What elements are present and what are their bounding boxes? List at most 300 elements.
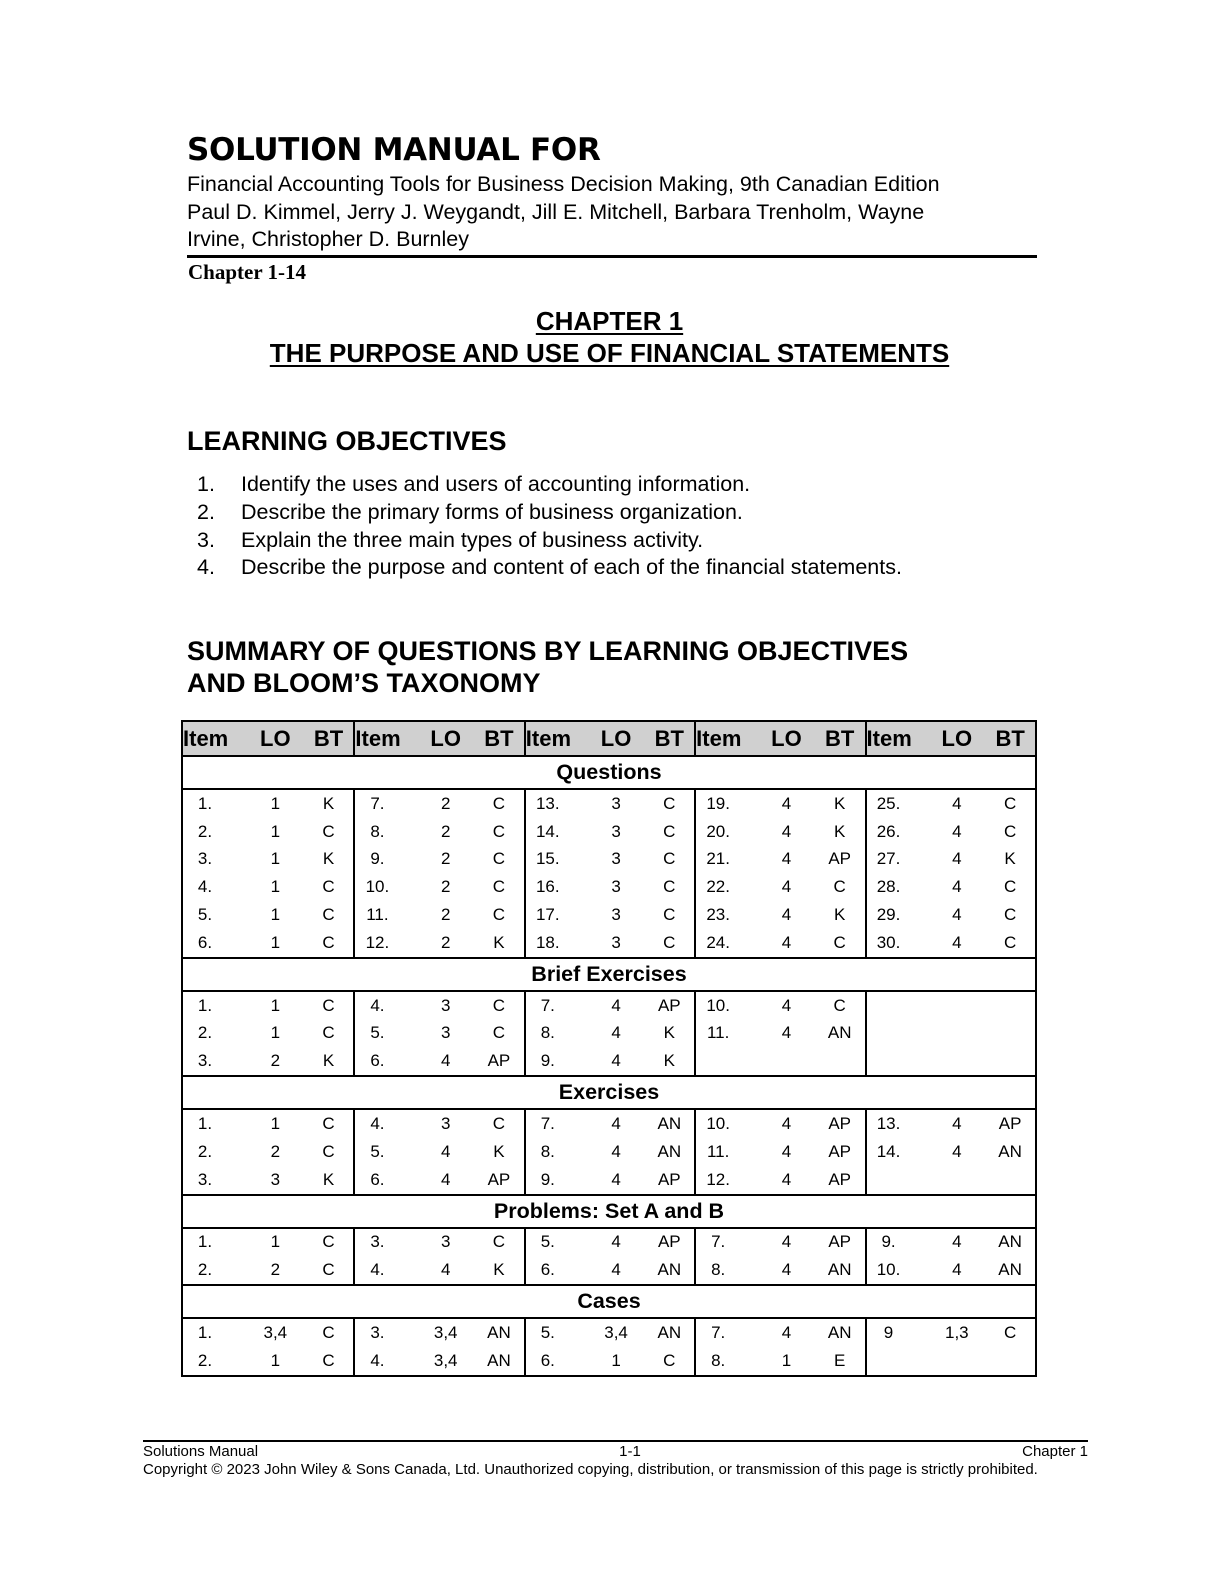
- item-cell: [695, 789, 758, 818]
- lo-cell: 2: [440, 793, 451, 813]
- item-number: 6.: [370, 1051, 385, 1071]
- bt-cell: [815, 1047, 866, 1076]
- lo-cell: 3: [440, 995, 451, 1015]
- item-number: 1.: [197, 793, 213, 813]
- item-number: 4.: [370, 1260, 385, 1280]
- table-header-row: [182, 721, 1036, 756]
- section-title: Exercises: [182, 1076, 1036, 1109]
- item-number: 6.: [540, 1260, 555, 1280]
- bt-cell: C: [322, 1023, 335, 1043]
- lo-cell: 4: [952, 877, 962, 897]
- bt-cell: C: [492, 995, 506, 1015]
- item-cell: [866, 1166, 929, 1195]
- bt-cell: C: [322, 1114, 335, 1134]
- lo-cell: 3: [440, 1232, 451, 1252]
- bt-cell: AP: [644, 1166, 695, 1195]
- bt-cell: C: [492, 793, 506, 813]
- lo-cell: 3: [440, 1114, 451, 1134]
- lo-cell: 1: [270, 821, 281, 841]
- item-number: 6.: [540, 1350, 555, 1370]
- item-number: 27.: [876, 849, 901, 869]
- lo-cell: 1: [247, 1347, 304, 1376]
- summary-heading: [187, 635, 1027, 699]
- item-number: 1.: [197, 1114, 213, 1134]
- section-title: Cases: [182, 1285, 1036, 1318]
- bt-cell: K: [304, 1166, 355, 1195]
- column-header: BT: [985, 721, 1036, 756]
- item-cell: [182, 1347, 247, 1376]
- item-number: 11.: [366, 905, 389, 925]
- item-cell: [866, 1020, 929, 1048]
- bt-cell: C: [833, 995, 846, 1015]
- bt-cell: C: [322, 1232, 335, 1252]
- bt-cell: C: [833, 877, 846, 897]
- lo-cell: 3: [247, 1166, 304, 1195]
- lo-cell: 4: [928, 929, 985, 958]
- lo-cell: 4: [588, 1256, 645, 1285]
- list-item-text: Identify the uses and users of accounting information.: [241, 472, 751, 496]
- bt-cell: C: [492, 1023, 506, 1043]
- bt-cell: AP: [828, 1232, 852, 1252]
- item-number: 7.: [540, 995, 555, 1015]
- lo-cell: 1: [270, 877, 281, 897]
- lo-cell: 4: [417, 1047, 474, 1076]
- table-row: [182, 846, 1036, 874]
- bt-cell: AP: [474, 1166, 525, 1195]
- table-row: [182, 1347, 1036, 1376]
- table-row: [182, 1047, 1036, 1076]
- bt-cell: AP: [828, 1141, 852, 1161]
- bt-cell: K: [644, 1047, 695, 1076]
- bt-cell: C: [322, 905, 335, 925]
- bt-cell: E: [815, 1347, 866, 1376]
- item-cell: [866, 1318, 929, 1347]
- bt-cell: AP: [815, 1166, 866, 1195]
- section-title: Brief Exercises: [182, 958, 1036, 991]
- bt-cell: C: [322, 995, 335, 1015]
- item-number: 3.: [197, 1051, 213, 1071]
- item-number: 29.: [876, 905, 901, 925]
- section-row: [182, 1076, 1036, 1109]
- item-cell: [695, 1138, 758, 1166]
- item-cell: [525, 1318, 588, 1347]
- item-cell: [525, 1138, 588, 1166]
- column-header: LO: [247, 721, 304, 756]
- lo-cell: 1: [270, 995, 281, 1015]
- item-number: 9: [883, 1323, 894, 1343]
- item-number: 20.: [706, 821, 730, 841]
- item-number: 2.: [197, 1350, 213, 1370]
- book-info: [187, 171, 1047, 254]
- item-number: 1.: [197, 1232, 213, 1252]
- bt-cell: AN: [657, 1141, 682, 1161]
- bt-cell: C: [644, 929, 695, 958]
- lo-cell: 4: [611, 1232, 621, 1252]
- lo-cell: 3: [440, 1023, 451, 1043]
- lo-cell: 4: [952, 821, 962, 841]
- item-number: 19.: [706, 793, 730, 813]
- item-number: 5.: [370, 1023, 385, 1043]
- item-number: 4.: [370, 995, 385, 1015]
- authors-line: Irvine, Christopher D. Burnley: [187, 227, 469, 251]
- item-number: 8.: [540, 1023, 555, 1043]
- item-cell: [866, 991, 929, 1020]
- item-number: 5.: [540, 1323, 555, 1343]
- bt-cell: C: [322, 1323, 335, 1343]
- item-number: 14.: [876, 1141, 901, 1161]
- item-number: 13.: [535, 793, 560, 813]
- lo-cell: 1: [588, 1347, 645, 1376]
- bt-cell: [985, 1020, 1036, 1048]
- bt-cell: K: [834, 905, 846, 925]
- item-cell: [866, 1047, 929, 1076]
- item-cell: [182, 991, 247, 1020]
- item-number: 10.: [706, 995, 730, 1015]
- bt-cell: C: [663, 905, 676, 925]
- item-cell: [354, 901, 417, 929]
- lo-cell: 4: [952, 1141, 962, 1161]
- bt-cell: C: [492, 1232, 506, 1252]
- item-cell: [182, 789, 247, 818]
- lo-cell: 4: [781, 821, 792, 841]
- list-item-number: 3.: [197, 527, 215, 552]
- lo-cell: 2: [417, 929, 474, 958]
- lo-cell: [928, 1347, 985, 1376]
- item-cell: [354, 818, 417, 846]
- bt-cell: K: [493, 1141, 505, 1161]
- item-cell: [354, 1020, 417, 1048]
- lo-cell: 2: [440, 905, 451, 925]
- table-row: [182, 873, 1036, 901]
- bt-cell: C: [304, 1347, 355, 1376]
- table-row: [182, 1109, 1036, 1138]
- item-number: 30.: [876, 932, 901, 952]
- bt-cell: K: [985, 846, 1036, 874]
- item-cell: [354, 1166, 417, 1195]
- item-cell: [695, 991, 758, 1020]
- item-cell: [695, 1347, 758, 1376]
- lo-cell: 3,4: [433, 1323, 458, 1343]
- item-number: 11.: [706, 1141, 730, 1161]
- item-cell: [525, 789, 588, 818]
- lo-cell: 4: [417, 1256, 474, 1285]
- item-number: 2.: [197, 1023, 213, 1043]
- item-cell: [182, 1228, 247, 1257]
- bt-cell: AP: [828, 849, 852, 869]
- column-header: LO: [417, 721, 474, 756]
- item-number: 2.: [197, 1141, 213, 1161]
- item-number: 8.: [540, 1141, 555, 1161]
- item-number: 12.: [365, 932, 390, 952]
- item-cell: [354, 1047, 417, 1076]
- lo-cell: 1: [270, 1232, 281, 1252]
- item-number: 21.: [706, 849, 730, 869]
- lo-cell: 3,4: [417, 1347, 474, 1376]
- item-cell: [182, 901, 247, 929]
- column-header: BT: [474, 721, 525, 756]
- bt-cell: AN: [985, 1256, 1036, 1285]
- bt-cell: K: [322, 849, 335, 869]
- bt-cell: AN: [827, 1323, 852, 1343]
- item-cell: [182, 1166, 247, 1195]
- item-number: 4.: [370, 1350, 385, 1370]
- lo-cell: 1: [270, 793, 281, 813]
- lo-cell: 2: [247, 1047, 304, 1076]
- item-number: 5.: [370, 1141, 385, 1161]
- list-item-text: Explain the three main types of business activity.: [241, 527, 704, 552]
- bt-cell: K: [834, 821, 846, 841]
- lo-cell: 4: [611, 1023, 621, 1043]
- table-row: [182, 1020, 1036, 1048]
- section-row: [182, 958, 1036, 991]
- column-header: BT: [815, 721, 866, 756]
- item-number: 6.: [370, 1169, 385, 1189]
- section-title: Problems: Set A and B: [182, 1195, 1036, 1228]
- column-header: Item: [354, 721, 417, 756]
- footer-divider: [143, 1440, 1088, 1442]
- lo-cell: 4: [611, 995, 621, 1015]
- column-header: LO: [588, 721, 645, 756]
- item-number: 12.: [706, 1169, 730, 1189]
- lo-cell: 4: [781, 1114, 792, 1134]
- lo-cell: 1: [758, 1347, 815, 1376]
- item-number: 10.: [706, 1114, 730, 1134]
- bt-cell: K: [663, 1023, 675, 1043]
- bt-cell: AP: [657, 1232, 681, 1252]
- item-number: 7.: [711, 1323, 726, 1343]
- item-cell: [354, 929, 417, 958]
- table-row: [182, 789, 1036, 818]
- item-cell: [695, 901, 758, 929]
- list-item: [197, 471, 1017, 499]
- bt-cell: C: [663, 877, 676, 897]
- copyright-notice: Copyright © 2023 John Wiley & Sons Canada, Ltd. Unauthorized copying, distribution, or transmission of this page is strictly prohibited.: [143, 1461, 1038, 1478]
- bt-cell: [985, 1347, 1036, 1376]
- item-cell: [866, 789, 929, 818]
- lo-cell: 3: [611, 793, 621, 813]
- item-cell: [354, 1228, 417, 1257]
- item-cell: [354, 1318, 417, 1347]
- item-cell: [695, 1109, 758, 1138]
- bt-cell: K: [474, 1256, 525, 1285]
- item-number: 3.: [197, 849, 213, 869]
- item-number: 25.: [876, 793, 901, 813]
- page-number: 1-1: [619, 1443, 641, 1460]
- item-number: 7.: [711, 1232, 726, 1252]
- lo-cell: 4: [781, 793, 792, 813]
- item-cell: [182, 1256, 247, 1285]
- item-cell: [354, 1347, 417, 1376]
- bt-cell: AN: [815, 1256, 866, 1285]
- item-number: 10.: [365, 877, 390, 897]
- lo-cell: 4: [781, 995, 792, 1015]
- item-number: 26.: [876, 821, 901, 841]
- bt-cell: [985, 1047, 1036, 1076]
- lo-cell: 2: [440, 877, 451, 897]
- item-number: 9.: [540, 1051, 555, 1071]
- item-number: 9.: [370, 849, 385, 869]
- lo-cell: 3: [611, 905, 621, 925]
- table-row: [182, 929, 1036, 958]
- item-cell: [695, 1020, 758, 1048]
- list-item: [197, 499, 1017, 527]
- lo-cell: 3,4: [263, 1323, 288, 1343]
- table-row: [182, 1228, 1036, 1257]
- item-cell: [866, 1138, 929, 1166]
- bt-cell: C: [663, 849, 676, 869]
- lo-cell: 4: [781, 1232, 792, 1252]
- item-cell: [695, 1047, 758, 1076]
- item-cell: [866, 1228, 929, 1257]
- section-row: [182, 756, 1036, 789]
- item-number: 28.: [876, 877, 901, 897]
- item-cell: [695, 846, 758, 874]
- summary-heading-line: AND BLOOM’S TAXONOMY: [187, 668, 541, 698]
- bt-cell: AN: [985, 1228, 1036, 1257]
- learning-objectives-list: [197, 471, 1017, 582]
- chapter-heading: [187, 305, 1032, 369]
- item-cell: [182, 929, 247, 958]
- lo-cell: 4: [417, 1166, 474, 1195]
- table-row: [182, 1166, 1036, 1195]
- list-item-number: 1.: [197, 472, 215, 496]
- item-cell: [182, 1020, 247, 1048]
- lo-cell: [928, 1166, 985, 1195]
- item-cell: [354, 991, 417, 1020]
- item-number: 7.: [540, 1114, 555, 1134]
- item-cell: [182, 1047, 247, 1076]
- header-divider: [187, 255, 1037, 258]
- item-cell: [525, 873, 588, 901]
- list-item: [197, 554, 1017, 582]
- column-header: Item: [695, 721, 758, 756]
- item-cell: [866, 846, 929, 874]
- bt-cell: C: [322, 1141, 335, 1161]
- item-number: 4.: [197, 877, 213, 897]
- item-number: 14.: [535, 821, 560, 841]
- item-cell: [525, 1109, 588, 1138]
- item-cell: [354, 846, 417, 874]
- lo-cell: 4: [781, 849, 792, 869]
- bt-cell: AN: [827, 1023, 852, 1043]
- bt-cell: C: [985, 818, 1036, 846]
- item-number: 7.: [370, 793, 385, 813]
- lo-cell: 3: [611, 877, 621, 897]
- item-number: 17.: [535, 905, 560, 925]
- lo-cell: 4: [611, 1141, 621, 1161]
- bt-cell: C: [322, 877, 335, 897]
- bt-cell: AN: [644, 1256, 695, 1285]
- lo-cell: 4: [781, 1023, 792, 1043]
- bt-cell: C: [492, 905, 506, 925]
- item-number: 18.: [535, 932, 560, 952]
- footer-left: Solutions Manual: [143, 1443, 259, 1460]
- lo-cell: 2: [440, 849, 451, 869]
- item-number: 8.: [370, 821, 385, 841]
- lo-cell: [928, 1020, 985, 1048]
- bt-cell: C: [815, 929, 866, 958]
- item-cell: [695, 929, 758, 958]
- item-cell: [695, 1256, 758, 1285]
- lo-cell: 4: [952, 905, 962, 925]
- item-number: 5.: [197, 905, 213, 925]
- item-number: 5.: [540, 1232, 555, 1252]
- lo-cell: 1: [270, 849, 281, 869]
- item-number: 3.: [370, 1232, 385, 1252]
- table-row: [182, 1138, 1036, 1166]
- lo-cell: [758, 1047, 815, 1076]
- lo-cell: 4: [588, 1047, 645, 1076]
- bt-cell: C: [663, 821, 676, 841]
- lo-cell: 3,4: [604, 1323, 628, 1343]
- item-cell: [354, 873, 417, 901]
- learning-objectives-heading: LEARNING OBJECTIVES: [187, 426, 507, 456]
- bt-cell: C: [985, 929, 1036, 958]
- item-cell: [525, 1020, 588, 1048]
- column-header: BT: [304, 721, 355, 756]
- lo-cell: 4: [758, 1256, 815, 1285]
- bt-cell: C: [492, 877, 506, 897]
- bt-cell: C: [322, 821, 335, 841]
- authors-line: Paul D. Kimmel, Jerry J. Weygandt, Jill E. Mitchell, Barbara Trenholm, Wayne: [187, 199, 925, 224]
- bt-cell: AN: [657, 1114, 682, 1134]
- column-header: Item: [866, 721, 929, 756]
- item-cell: [525, 901, 588, 929]
- chapter-range: Chapter 1-14: [188, 260, 307, 284]
- bt-cell: C: [492, 1114, 506, 1134]
- table-row: [182, 1256, 1036, 1285]
- bt-cell: C: [985, 789, 1036, 818]
- item-cell: [866, 929, 929, 958]
- bt-cell: [985, 1166, 1036, 1195]
- bt-cell: AN: [487, 1323, 511, 1343]
- lo-cell: 1: [270, 905, 281, 925]
- item-number: 11.: [706, 1023, 730, 1043]
- item-cell: [525, 929, 588, 958]
- item-number: 8.: [711, 1260, 726, 1280]
- item-cell: [525, 1256, 588, 1285]
- list-item: [197, 527, 1017, 555]
- item-cell: [866, 1347, 929, 1376]
- bt-cell: K: [304, 1047, 355, 1076]
- item-number: 9.: [881, 1232, 896, 1252]
- lo-cell: 4: [952, 793, 962, 813]
- item-number: 10.: [876, 1260, 901, 1280]
- bt-cell: C: [304, 1256, 355, 1285]
- chapter-number: CHAPTER 1: [535, 306, 684, 336]
- bt-cell: [985, 991, 1036, 1020]
- item-cell: [525, 818, 588, 846]
- lo-cell: 1,3: [944, 1323, 969, 1343]
- column-header: BT: [644, 721, 695, 756]
- bt-cell: AP: [474, 1047, 525, 1076]
- bt-cell: K: [474, 929, 525, 958]
- column-header: LO: [928, 721, 985, 756]
- item-cell: [695, 818, 758, 846]
- item-number: 1.: [197, 1323, 213, 1343]
- item-cell: [525, 846, 588, 874]
- item-cell: [354, 1138, 417, 1166]
- bt-cell: AP: [828, 1114, 852, 1134]
- section-row: [182, 1285, 1036, 1318]
- item-cell: [354, 1256, 417, 1285]
- item-cell: [525, 1047, 588, 1076]
- bt-cell: AN: [474, 1347, 525, 1376]
- list-item-text: Describe the primary forms of business organization.: [241, 499, 743, 524]
- bt-cell: AP: [657, 995, 681, 1015]
- lo-cell: 4: [758, 1166, 815, 1195]
- lo-cell: 1: [270, 1114, 281, 1134]
